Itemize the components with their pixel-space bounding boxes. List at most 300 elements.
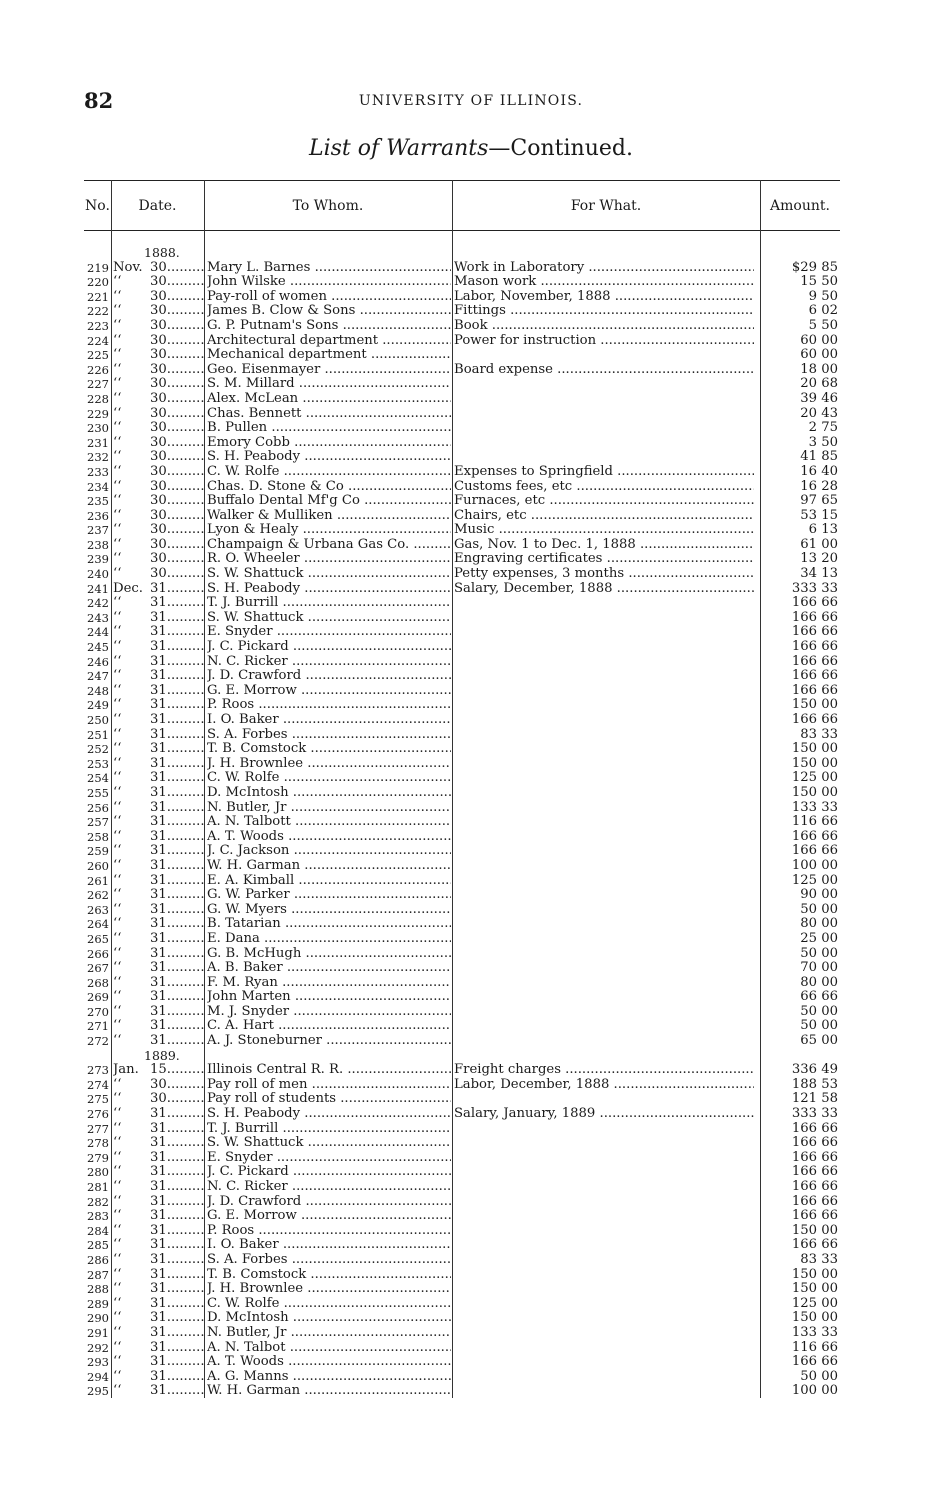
payee: S. M. Millard ..... xyxy=(207,377,451,392)
date-day: 30 ..... xyxy=(150,480,204,495)
date-day: 30 ..... xyxy=(150,407,204,422)
warrant-number: 229 xyxy=(87,406,109,421)
payee: Mechanical department ..... xyxy=(207,348,451,363)
amount: 39 46 xyxy=(800,391,838,406)
table-row xyxy=(84,552,840,567)
header-to-whom: To Whom. xyxy=(292,198,364,214)
warrant-number: 233 xyxy=(87,464,109,479)
date-day: 30 ..... xyxy=(150,465,204,480)
purpose: Labor, December, 1888 ..... xyxy=(454,1078,754,1093)
payee: J. H. Brownlee ..... xyxy=(207,757,451,772)
payee: G. E. Morrow ..... xyxy=(207,1209,451,1224)
payee: S. W. Shattuck ..... xyxy=(207,567,451,582)
table-row xyxy=(84,1063,840,1078)
amount: 166 66 xyxy=(791,1121,838,1136)
amount: 66 66 xyxy=(800,990,838,1005)
date-day: 31 ..... xyxy=(150,801,204,816)
date-day: 31 ..... xyxy=(150,1268,204,1283)
date-day: 30 ..... xyxy=(150,290,204,305)
date-day: 31 ..... xyxy=(150,1136,204,1151)
table-row xyxy=(84,1253,840,1268)
table-row xyxy=(84,1355,840,1370)
date-day: 31 ..... xyxy=(150,596,204,611)
header-for-what: For What. xyxy=(570,198,642,214)
date-day: 31 ..... xyxy=(150,932,204,947)
date-month: ‘‘ xyxy=(113,318,122,333)
header-amount: Amount. xyxy=(770,198,830,214)
payee: D. McIntosh ..... xyxy=(207,1311,451,1326)
purpose: Fittings ..... xyxy=(454,304,754,319)
amount: 16 28 xyxy=(800,479,838,494)
running-head: UNIVERSITY OF ILLINOIS. xyxy=(358,93,584,109)
warrant-number: 293 xyxy=(87,1355,109,1370)
date-month: ‘‘ xyxy=(113,1107,122,1122)
date-month: ‘‘ xyxy=(113,888,122,903)
payee: John Wilske ..... xyxy=(207,275,451,290)
warrant-number: 248 xyxy=(87,683,109,698)
date-day: 31 ..... xyxy=(150,1034,204,1049)
amount: 166 66 xyxy=(791,1150,838,1165)
amount: 166 66 xyxy=(791,1136,838,1151)
amount: 166 66 xyxy=(791,669,838,684)
date-month: ‘‘ xyxy=(113,785,122,800)
date-day: 31 ..... xyxy=(150,757,204,772)
date-month: ‘‘ xyxy=(113,756,122,771)
warrant-number: 271 xyxy=(87,1019,109,1034)
warrant-number: 281 xyxy=(87,1180,109,1194)
payee: S. W. Shattuck ..... xyxy=(207,611,451,626)
date-day: 31 ..... xyxy=(150,1107,204,1122)
warrant-number: 237 xyxy=(87,523,109,538)
table-row xyxy=(84,436,840,451)
table-row xyxy=(84,523,840,538)
date-month: ‘‘ xyxy=(113,362,122,377)
amount: 166 66 xyxy=(791,625,838,640)
warrant-number: 262 xyxy=(87,888,109,903)
date-month: ‘‘ xyxy=(113,698,122,713)
table-row xyxy=(84,947,840,962)
table-row xyxy=(84,1238,840,1253)
payee: N. C. Ricker ..... xyxy=(207,1180,451,1195)
table-row xyxy=(84,844,840,859)
date-month: ‘‘ xyxy=(113,844,122,859)
warrant-number: 227 xyxy=(87,377,109,392)
amount: 150 00 xyxy=(791,1267,838,1282)
payee: P. Roos ..... xyxy=(207,1224,451,1239)
table-row xyxy=(84,1384,840,1399)
warrants-table xyxy=(84,180,840,1398)
table-row xyxy=(84,1370,840,1385)
amount: 116 66 xyxy=(791,1340,838,1355)
date-month: ‘‘ xyxy=(113,961,122,976)
payee: G. B. McHugh ..... xyxy=(207,947,451,962)
date-day: 31 ..... xyxy=(150,859,204,874)
date-month: ‘‘ xyxy=(113,654,122,669)
table-row xyxy=(84,625,840,640)
payee: C. W. Rolfe ..... xyxy=(207,771,451,786)
purpose: Work in Laboratory ..... xyxy=(454,261,754,276)
date-month: ‘‘ xyxy=(113,406,122,421)
payee: J. C. Pickard ..... xyxy=(207,640,451,655)
date-month: ‘‘ xyxy=(113,275,122,290)
date-day: 31 ..... xyxy=(150,903,204,918)
date-day: 30 ..... xyxy=(150,494,204,509)
payee: C. W. Rolfe ..... xyxy=(207,1297,451,1312)
date-month: ‘‘ xyxy=(113,1165,122,1180)
table-row xyxy=(84,538,840,553)
date-month: ‘‘ xyxy=(113,1209,122,1224)
table-row xyxy=(84,801,840,816)
purpose: Mason work ..... xyxy=(454,275,754,290)
warrant-number: 292 xyxy=(87,1340,109,1355)
date-month: ‘‘ xyxy=(113,1252,122,1267)
table-row xyxy=(84,1326,840,1341)
amount: 166 66 xyxy=(791,844,838,859)
amount: 83 33 xyxy=(800,727,838,742)
date-day: 30 ..... xyxy=(150,319,204,334)
table-row xyxy=(84,450,840,465)
payee: W. H. Garman ..... xyxy=(207,859,451,874)
warrant-number: 265 xyxy=(87,931,109,946)
amount: 16 40 xyxy=(800,464,838,479)
payee: A. T. Woods ..... xyxy=(207,1355,451,1370)
warrant-number: 222 xyxy=(87,304,109,319)
header-rule xyxy=(84,230,840,231)
date-month: ‘‘ xyxy=(113,421,122,436)
date-day: 31 ..... xyxy=(150,844,204,859)
payee: T. B. Comstock ..... xyxy=(207,1268,451,1283)
purpose: Gas, Nov. 1 to Dec. 1, 1888 ..... xyxy=(454,538,754,553)
warrant-number: 270 xyxy=(87,1004,109,1019)
date-month: ‘‘ xyxy=(113,1121,122,1136)
purpose: Board expense ..... xyxy=(454,363,754,378)
warrant-number: 230 xyxy=(87,421,109,436)
date-month: ‘‘ xyxy=(113,1296,122,1311)
date-day: 31 ..... xyxy=(150,874,204,889)
table-body xyxy=(84,246,840,1399)
amount: 150 00 xyxy=(791,1311,838,1326)
table-row xyxy=(84,640,840,655)
warrant-number: 283 xyxy=(87,1209,109,1224)
warrant-number: 268 xyxy=(87,975,109,990)
warrant-number: 272 xyxy=(87,1034,109,1049)
amount: 166 66 xyxy=(791,713,838,727)
amount: 6 02 xyxy=(808,304,838,319)
date-day: 30 ..... xyxy=(150,334,204,349)
date-day: 31 ..... xyxy=(150,1180,204,1195)
date-month: ‘‘ xyxy=(113,304,122,319)
payee: G. W. Myers ..... xyxy=(207,903,451,918)
purpose: Labor, November, 1888 ..... xyxy=(454,290,754,305)
amount: 41 85 xyxy=(800,450,838,465)
date-day: 31 ..... xyxy=(150,1341,204,1356)
table-row xyxy=(84,990,840,1005)
date-day: 31 ..... xyxy=(150,611,204,626)
date-month: ‘‘ xyxy=(113,1180,122,1194)
date-day: 31 ..... xyxy=(150,961,204,976)
amount: 150 00 xyxy=(791,785,838,800)
warrant-number: 284 xyxy=(87,1223,109,1238)
table-row xyxy=(84,1195,840,1210)
date-day: 31 ..... xyxy=(150,1019,204,1034)
table-row xyxy=(84,742,840,757)
list-title-italic: List of Warrants xyxy=(309,136,489,161)
date-month: ‘‘ xyxy=(113,289,122,304)
purpose: Music ..... xyxy=(454,523,754,538)
date-day: 30 ..... xyxy=(150,523,204,538)
date-day: 31 ..... xyxy=(150,728,204,743)
warrant-number: 234 xyxy=(87,479,109,494)
date-day: 31 ..... xyxy=(150,1311,204,1326)
payee: S. W. Shattuck ..... xyxy=(207,1136,451,1151)
warrant-number: 253 xyxy=(87,756,109,771)
payee: Lyon & Healy ..... xyxy=(207,523,451,538)
year-label: 1888. xyxy=(144,245,180,260)
date-month: ‘‘ xyxy=(113,596,122,611)
table-row xyxy=(84,1341,840,1356)
warrant-number: 276 xyxy=(87,1107,109,1122)
warrant-number: 226 xyxy=(87,362,109,377)
date-month: ‘‘ xyxy=(113,1034,122,1049)
date-day: 31 ..... xyxy=(150,990,204,1005)
table-row xyxy=(84,1268,840,1283)
payee: John Marten ..... xyxy=(207,990,451,1005)
date-month: ‘‘ xyxy=(113,377,122,392)
table-row xyxy=(84,1005,840,1020)
table-row xyxy=(84,684,840,699)
warrant-number: 288 xyxy=(87,1282,109,1297)
amount: 150 00 xyxy=(791,1223,838,1238)
warrant-number: 254 xyxy=(87,771,109,786)
amount: 100 00 xyxy=(791,858,838,873)
payee: Buffalo Dental Mf'g Co ..... xyxy=(207,494,451,509)
date-day: 30 ..... xyxy=(150,421,204,436)
table-row xyxy=(84,1122,840,1137)
table-row xyxy=(84,261,840,276)
amount: 188 53 xyxy=(791,1077,838,1092)
date-month: ‘‘ xyxy=(113,464,122,479)
table-row xyxy=(84,334,840,349)
date-day: 31 ..... xyxy=(150,771,204,786)
date-day: 30 ..... xyxy=(150,377,204,392)
page-number: 82 xyxy=(84,88,114,113)
date-day: 30 ..... xyxy=(150,1092,204,1107)
warrant-number: 235 xyxy=(87,494,109,509)
table-row xyxy=(84,1282,840,1297)
amount: 166 66 xyxy=(791,1194,838,1209)
top-rule xyxy=(84,180,840,181)
amount: 116 66 xyxy=(791,815,838,830)
date-day: 31 ..... xyxy=(150,815,204,830)
table-row xyxy=(84,1151,840,1166)
date-day: 31 ..... xyxy=(150,1253,204,1268)
date-day: 31 ..... xyxy=(150,713,204,728)
warrant-number: 242 xyxy=(87,596,109,611)
payee: Pay-roll of women ..... xyxy=(207,290,451,305)
date-day: 31 ..... xyxy=(150,1326,204,1341)
date-day: 31 ..... xyxy=(150,917,204,932)
payee: N. Butler, Jr ..... xyxy=(207,1326,451,1341)
date-day: 30 ..... xyxy=(150,261,204,276)
purpose: Expenses to Springfield ..... xyxy=(454,465,754,480)
payee: Architectural department ..... xyxy=(207,334,451,349)
amount: 166 66 xyxy=(791,1165,838,1180)
date-day: 31 ..... xyxy=(150,1384,204,1399)
date-day: 31 ..... xyxy=(150,1165,204,1180)
amount: 50 00 xyxy=(800,1369,838,1384)
payee: Walker & Mulliken ..... xyxy=(207,509,451,524)
date-month: ‘‘ xyxy=(113,1369,122,1384)
payee: I. O. Baker ..... xyxy=(207,713,451,728)
date-month: ‘‘ xyxy=(113,1077,122,1092)
payee: S. H. Peabody ..... xyxy=(207,582,451,597)
warrant-number: 255 xyxy=(87,785,109,800)
payee: A. N. Talbot ..... xyxy=(207,1341,451,1356)
amount: 150 00 xyxy=(791,756,838,771)
payee: J. H. Brownlee ..... xyxy=(207,1282,451,1297)
amount: 80 00 xyxy=(800,917,838,932)
table-row xyxy=(84,859,840,874)
amount: 166 66 xyxy=(791,640,838,655)
date-month: ‘‘ xyxy=(113,829,122,844)
date-day: 30 ..... xyxy=(150,538,204,553)
table-row xyxy=(84,611,840,626)
table-row xyxy=(84,1180,840,1195)
date-day: 31 ..... xyxy=(150,830,204,845)
table-row xyxy=(84,319,840,334)
table-row xyxy=(84,728,840,743)
date-month: ‘‘ xyxy=(113,975,122,990)
purpose: Power for instruction ..... xyxy=(454,334,754,349)
amount: 166 66 xyxy=(791,596,838,611)
warrant-number: 291 xyxy=(87,1325,109,1340)
table-row xyxy=(84,961,840,976)
date-day: 31 ..... xyxy=(150,684,204,699)
table-row xyxy=(84,1078,840,1093)
amount: 3 50 xyxy=(808,435,838,450)
warrant-number: 225 xyxy=(87,348,109,363)
table-row xyxy=(84,465,840,480)
table-row xyxy=(84,655,840,670)
table-row xyxy=(84,363,840,378)
purpose: Freight charges ..... xyxy=(454,1063,754,1078)
date-month: ‘‘ xyxy=(113,640,122,655)
date-month: ‘‘ xyxy=(113,537,122,552)
payee: N. Butler, Jr ..... xyxy=(207,801,451,816)
purpose: Petty expenses, 3 months ..... xyxy=(454,567,754,582)
payee: A. B. Baker ..... xyxy=(207,961,451,976)
table-row xyxy=(84,713,840,728)
amount: 20 43 xyxy=(800,406,838,421)
date-month: ‘‘ xyxy=(113,1282,122,1297)
date-month: ‘‘ xyxy=(113,450,122,465)
payee: Mary L. Barnes ..... xyxy=(207,261,451,276)
date-day: 31 ..... xyxy=(150,640,204,655)
warrant-number: 256 xyxy=(87,800,109,815)
warrant-number: 241 xyxy=(87,581,109,596)
date-month: ‘‘ xyxy=(113,523,122,538)
amount: 70 00 xyxy=(800,961,838,976)
date-month: ‘‘ xyxy=(113,815,122,830)
date-day: 31 ..... xyxy=(150,976,204,991)
payee: Chas. D. Stone & Co ..... xyxy=(207,480,451,495)
date-day: 31 ..... xyxy=(150,1005,204,1020)
date-day: 30 ..... xyxy=(150,392,204,407)
amount: 61 00 xyxy=(800,537,838,552)
date-day: 31 ..... xyxy=(150,1370,204,1385)
payee: E. Snyder ..... xyxy=(207,625,451,640)
amount: 121 58 xyxy=(791,1092,838,1107)
payee: T. J. Burrill ..... xyxy=(207,596,451,611)
amount: 166 66 xyxy=(791,829,838,844)
date-day: 30 ..... xyxy=(150,450,204,465)
warrant-number: 266 xyxy=(87,946,109,961)
date-day: 31 ..... xyxy=(150,1209,204,1224)
table-row xyxy=(84,1034,840,1049)
table-row xyxy=(84,509,840,524)
date-month: ‘‘ xyxy=(113,1004,122,1019)
date-month: ‘‘ xyxy=(113,873,122,888)
date-day: 31 ..... xyxy=(150,786,204,801)
date-day: 31 ..... xyxy=(150,1151,204,1166)
payee: J. D. Crawford ..... xyxy=(207,669,451,684)
date-day: 31 ..... xyxy=(150,1224,204,1239)
purpose: Furnaces, etc ..... xyxy=(454,494,754,509)
warrant-number: 238 xyxy=(87,537,109,552)
payee: S. A. Forbes ..... xyxy=(207,1253,451,1268)
date-month: Jan. xyxy=(113,1063,139,1078)
amount: 150 00 xyxy=(791,1282,838,1297)
amount: 20 68 xyxy=(800,377,838,392)
payee: Pay roll of men ..... xyxy=(207,1078,451,1093)
amount: 166 66 xyxy=(791,1180,838,1194)
payee: B. Tatarian ..... xyxy=(207,917,451,932)
warrant-number: 247 xyxy=(87,669,109,684)
date-day: 31 ..... xyxy=(150,1195,204,1210)
table-row xyxy=(84,1107,840,1122)
warrant-number: 257 xyxy=(87,815,109,830)
warrant-number: 252 xyxy=(87,742,109,757)
year-label: 1889. xyxy=(144,1047,180,1063)
amount: $29 85 xyxy=(791,260,838,275)
table-row xyxy=(84,494,840,509)
date-month: ‘‘ xyxy=(113,1150,122,1165)
warrant-number: 295 xyxy=(87,1384,109,1399)
warrant-number: 269 xyxy=(87,990,109,1005)
amount: 25 00 xyxy=(800,931,838,946)
table-row xyxy=(84,874,840,889)
amount: 50 00 xyxy=(800,1004,838,1019)
purpose: Salary, December, 1888 ..... xyxy=(454,582,754,597)
header-date: Date. xyxy=(138,198,177,214)
warrant-number: 285 xyxy=(87,1238,109,1253)
warrant-number: 279 xyxy=(87,1150,109,1165)
amount: 15 50 xyxy=(800,275,838,290)
date-month: ‘‘ xyxy=(113,858,122,873)
date-month: ‘‘ xyxy=(113,1019,122,1034)
warrant-number: 267 xyxy=(87,961,109,976)
table-row xyxy=(84,1209,840,1224)
table-row xyxy=(84,1092,840,1107)
amount: 166 66 xyxy=(791,1238,838,1253)
date-month: ‘‘ xyxy=(113,610,122,625)
amount: 333 33 xyxy=(791,1107,838,1122)
date-day: 30 ..... xyxy=(150,275,204,290)
warrant-number: 244 xyxy=(87,625,109,640)
date-day: 31 ..... xyxy=(150,1355,204,1370)
date-month: ‘‘ xyxy=(113,348,122,363)
warrant-number: 290 xyxy=(87,1311,109,1326)
